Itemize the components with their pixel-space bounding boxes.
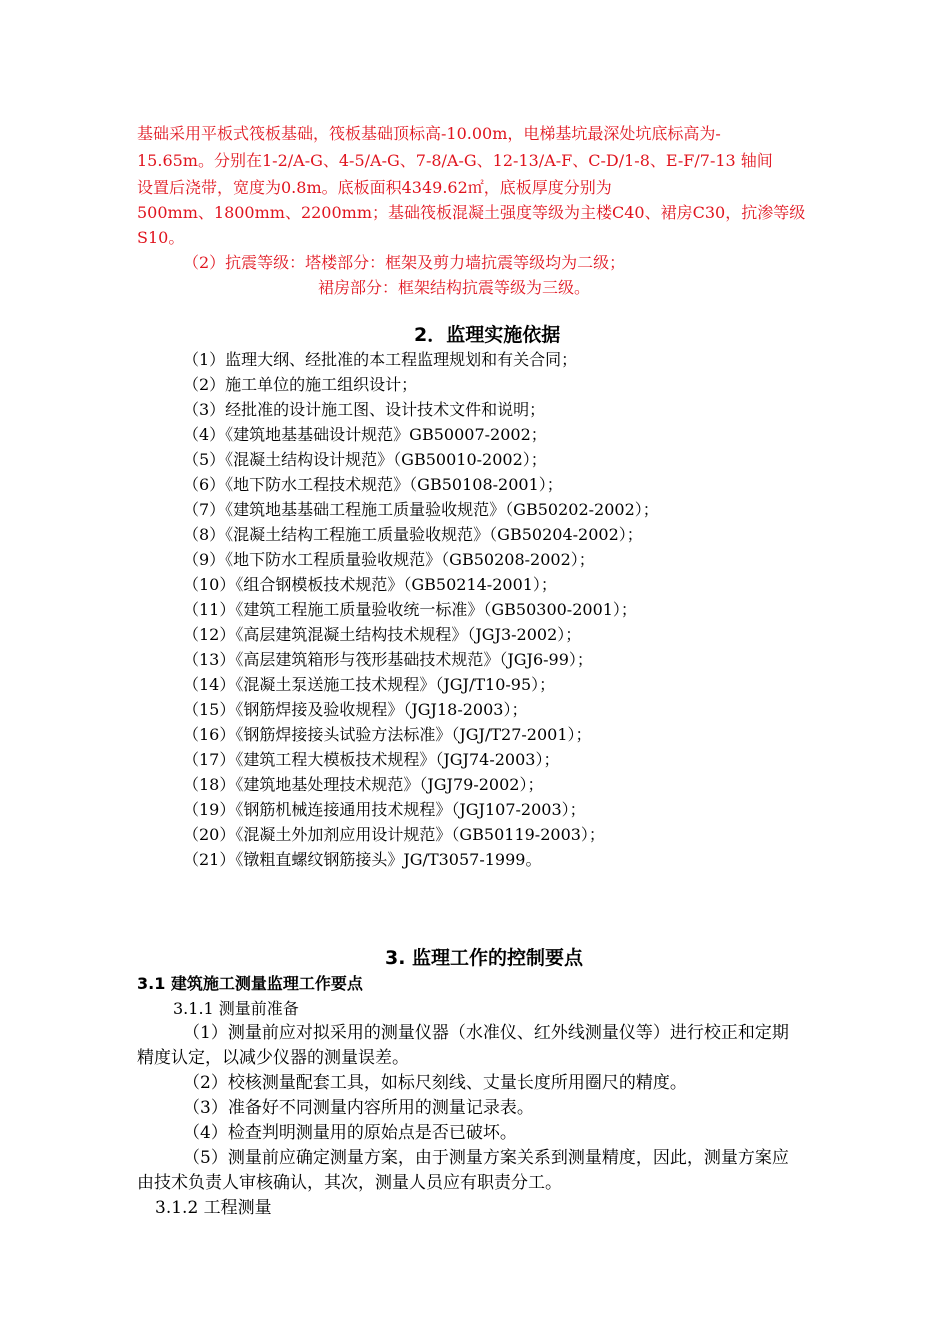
intro-line-3: 设置后浇带，宽度为0.8m。底板面积4349.62㎡，底板厚度分别为: [137, 178, 612, 197]
basis-item-4: （4）《建筑地基基础设计规范》GB50007-2002；: [183, 425, 547, 444]
section-3-1-1-title: 3.1.1 测量前准备: [173, 999, 299, 1018]
prep-item-3: （3）准备好不同测量内容所用的测量记录表。: [183, 1098, 534, 1118]
intro-line-1: 基础采用平板式筏板基础，筏板基础顶标高-10.00m，电梯基坑最深处坑底标高为-: [137, 124, 721, 143]
basis-item-13: （13）《高层建筑箱形与筏形基础技术规范》（JGJ6-99）；: [183, 650, 593, 669]
seismic-line-2: 裙房部分：框架结构抗震等级为三级。: [318, 278, 591, 297]
basis-item-7: （7）《建筑地基基础工程施工质量验收规范》（GB50202-2002）；: [183, 500, 659, 519]
basis-item-9: （9）《地下防水工程质量验收规范》（GB50208-2002）；: [183, 550, 595, 569]
prep-item-1-line-1: （1）测量前应对拟采用的测量仪器（水准仪、红外线测量仪等）进行校正和定期: [183, 1023, 789, 1043]
basis-item-6: （6）《地下防水工程技术规范》（GB50108-2001）；: [183, 475, 563, 494]
basis-item-5: （5）《混凝土结构设计规范》（GB50010-2002）；: [183, 450, 547, 469]
intro-line-5: S10。: [137, 228, 185, 247]
basis-item-2: （2）施工单位的施工组织设计；: [183, 375, 418, 394]
section-3-1-title: 3.1 建筑施工测量监理工作要点: [137, 974, 363, 993]
section-3-title: 3. 监理工作的控制要点: [385, 947, 584, 969]
section-2-title: 2．监理实施依据: [414, 324, 561, 346]
intro-line-4: 500mm、1800mm、2200mm；基础筏板混凝土强度等级为主楼C40、裙房C30，抗渗等级: [137, 203, 806, 222]
basis-item-1: （1）监理大纲、经批准的本工程监理规划和有关合同；: [183, 350, 578, 369]
basis-item-18: （18）《建筑地基处理技术规范》（JGJ79-2002）；: [183, 775, 544, 794]
intro-line-2: 15.65m。分别在1-2/A-G、4-5/A-G、7-8/A-G、12-13/A-F、C-D/1-8、E-F/7-13 轴间: [137, 151, 773, 170]
basis-item-16: （16）《钢筋焊接接头试验方法标准》（JGJ/T27-2001）；: [183, 725, 592, 744]
basis-item-10: （10）《组合钢模板技术规范》（GB50214-2001）；: [183, 575, 557, 594]
basis-item-17: （17）《建筑工程大模板技术规程》（JGJ74-2003）；: [183, 750, 560, 769]
basis-item-3: （3）经批准的设计施工图、设计技术文件和说明；: [183, 400, 546, 419]
prep-item-2: （2）校核测量配套工具，如标尺刻线、丈量长度所用圈尺的精度。: [183, 1073, 687, 1093]
basis-item-12: （12）《高层建筑混凝土结构技术规程》（JGJ3-2002）；: [183, 625, 582, 644]
basis-item-20: （20）《混凝土外加剂应用设计规范》（GB50119-2003）；: [183, 825, 605, 844]
basis-item-11: （11）《建筑工程施工质量验收统一标准》（GB50300-2001）；: [183, 600, 637, 619]
basis-item-21: （21）《镦粗直螺纹钢筋接头》JG/T3057-1999。: [183, 850, 542, 869]
basis-item-8: （8）《混凝土结构工程施工质量验收规范》（GB50204-2002）；: [183, 525, 643, 544]
prep-item-5-line-2: 由技术负责人审核确认，其次，测量人员应有职责分工。: [137, 1173, 562, 1193]
prep-item-1-line-2: 精度认定，以减少仪器的测量误差。: [137, 1048, 409, 1068]
prep-item-5-line-1: （5）测量前应确定测量方案，由于测量方案关系到测量精度，因此，测量方案应: [183, 1148, 789, 1168]
section-3-1-2-title: 3.1.2 工程测量: [155, 1198, 272, 1218]
prep-item-4: （4）检查判明测量用的原始点是否已破坏。: [183, 1123, 517, 1143]
basis-item-19: （19）《钢筋机械连接通用技术规程》（JGJ107-2003）；: [183, 800, 586, 819]
basis-item-14: （14）《混凝土泵送施工技术规程》（JGJ/T10-95）；: [183, 675, 556, 694]
seismic-line-1: （2）抗震等级：塔楼部分：框架及剪力墙抗震等级均为二级；: [183, 253, 626, 272]
basis-item-15: （15）《钢筋焊接及验收规程》（JGJ18-2003）；: [183, 700, 528, 719]
